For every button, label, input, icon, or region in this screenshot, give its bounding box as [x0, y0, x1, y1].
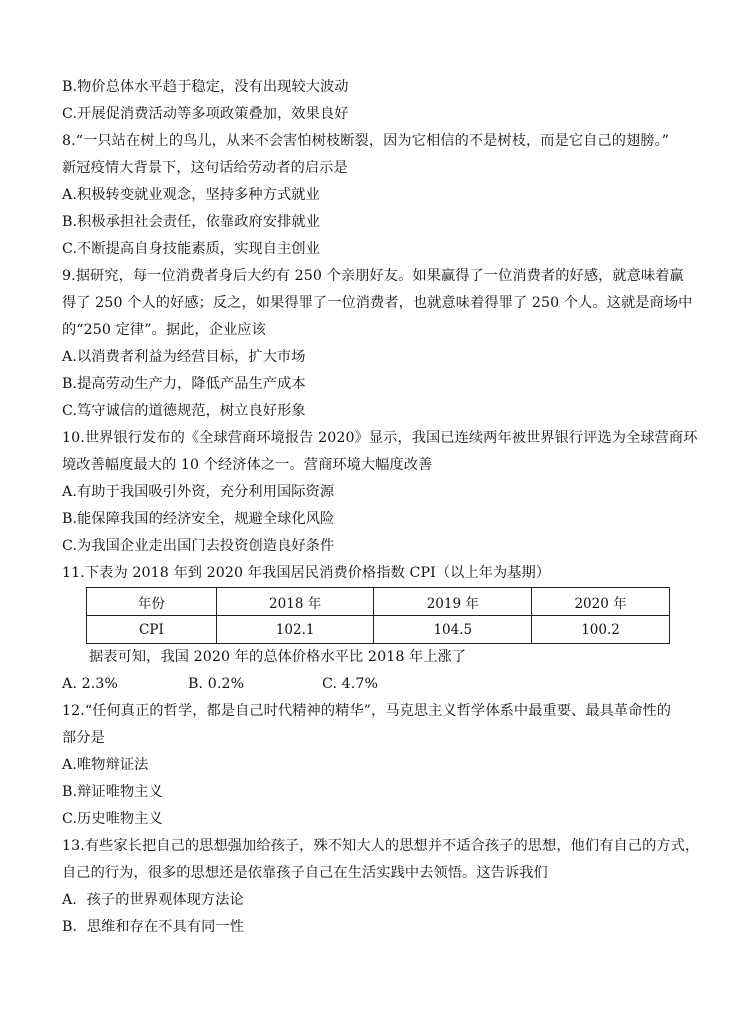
table-cell: 100.2: [532, 616, 670, 644]
q12-stem-line-1: 12.“任何真正的哲学，都是自己时代精神的精华”，马克思主义哲学体系中最重要、最具革命性的: [62, 703, 672, 719]
table-cell: 2020 年: [532, 588, 670, 616]
q9-option-c: C.笃守诚信的道德规范，树立良好形象: [62, 403, 306, 419]
q13-stem-line-2: 自己的行为，很多的思想还是依靠孩子自己在生活实践中去领悟。这告诉我们: [62, 865, 548, 881]
q10-stem-line-1: 10.世界银行发布的《全球营商环境报告 2020》显示，我国已连续两年被世界银行评选为全球营商环: [62, 430, 698, 446]
q11-options: [62, 674, 378, 694]
table-cell: 104.5: [374, 616, 532, 644]
q11-table-note: 据表可知，我国 2020 年的总体价格水平比 2018 年上涨了: [89, 649, 467, 665]
q8-option-a: A.积极转变就业观念，坚持多种方式就业: [62, 187, 320, 203]
table-cell: 2018 年: [216, 588, 374, 616]
q11-option-b: B. 0.2%: [188, 676, 245, 692]
q10-option-b: B.能保障我国的经济安全，规避全球化风险: [62, 511, 335, 527]
q10-option-c: C.为我国企业走出国门去投资创造良好条件: [62, 538, 335, 554]
q9-option-a: A.以消费者利益为经营目标，扩大市场: [62, 349, 306, 365]
cpi-table: [86, 587, 670, 644]
table-cell: 102.1: [216, 616, 374, 644]
table-cell: CPI: [87, 616, 217, 644]
q11-option-c: C. 4.7%: [322, 676, 379, 692]
q9-stem-line-2: 得了 250 个人的好感；反之，如果得罪了一位消费者，也就意味着得罪了 250 个人。这就是商场中: [62, 295, 693, 311]
q12-stem-line-2: 部分是: [62, 730, 105, 746]
q12-option-a: A.唯物辩证法: [62, 757, 149, 773]
q8-stem-line-2: 新冠疫情大背景下，这句话给劳动者的启示是: [62, 160, 348, 176]
q9-stem-line-3: 的“250 定律”。据此，企业应该: [62, 322, 266, 338]
q8-option-c: C.不断提高自身技能素质，实现自主创业: [62, 241, 320, 257]
q13-option-a: A．孩子的世界观体现方法论: [62, 892, 244, 908]
table-cell: 2019 年: [374, 588, 532, 616]
table-row: [87, 616, 670, 644]
q12-option-c: C.历史唯物主义: [62, 811, 163, 827]
q13-stem-line-1: 13.有些家长把自己的思想强加给孩子，殊不知大人的思想并不适合孩子的思想，他们有自己的方式，: [62, 838, 700, 854]
q10-option-a: A.有助于我国吸引外资，充分利用国际资源: [62, 484, 335, 500]
q9-stem-line-1: 9.据研究，每一位消费者身后大约有 250 个亲朋好友。如果赢得了一位消费者的好感，就意味着赢: [62, 268, 684, 284]
q10-stem-line-2: 境改善幅度最大的 10 个经济体之一。营商环境大幅度改善: [62, 457, 433, 473]
q8-option-b: B.积极承担社会责任，依靠政府安排就业: [62, 214, 321, 230]
q8-stem-line-1: 8.“一只站在树上的鸟儿，从来不会害怕树枝断裂，因为它相信的不是树枝，而是它自己的翅膀。”: [62, 133, 670, 149]
q7-option-c: C.开展促消费活动等多项政策叠加，效果良好: [62, 106, 349, 122]
q9-option-b: B.提高劳动生产力，降低产品生产成本: [62, 376, 306, 392]
table-cell: 年份: [87, 588, 217, 616]
q7-option-b: B.物价总体水平趋于稳定，没有出现较大波动: [62, 79, 349, 95]
q11-option-a: A. 2.3%: [62, 676, 119, 692]
q11-stem: 11.下表为 2018 年到 2020 年我国居民消费价格指数 CPI（以上年为基期）: [62, 565, 551, 581]
q12-option-b: B.辩证唯物主义: [62, 784, 163, 800]
q13-option-b: B．思维和存在不具有同一性: [62, 919, 244, 935]
table-header-row: [87, 588, 670, 616]
